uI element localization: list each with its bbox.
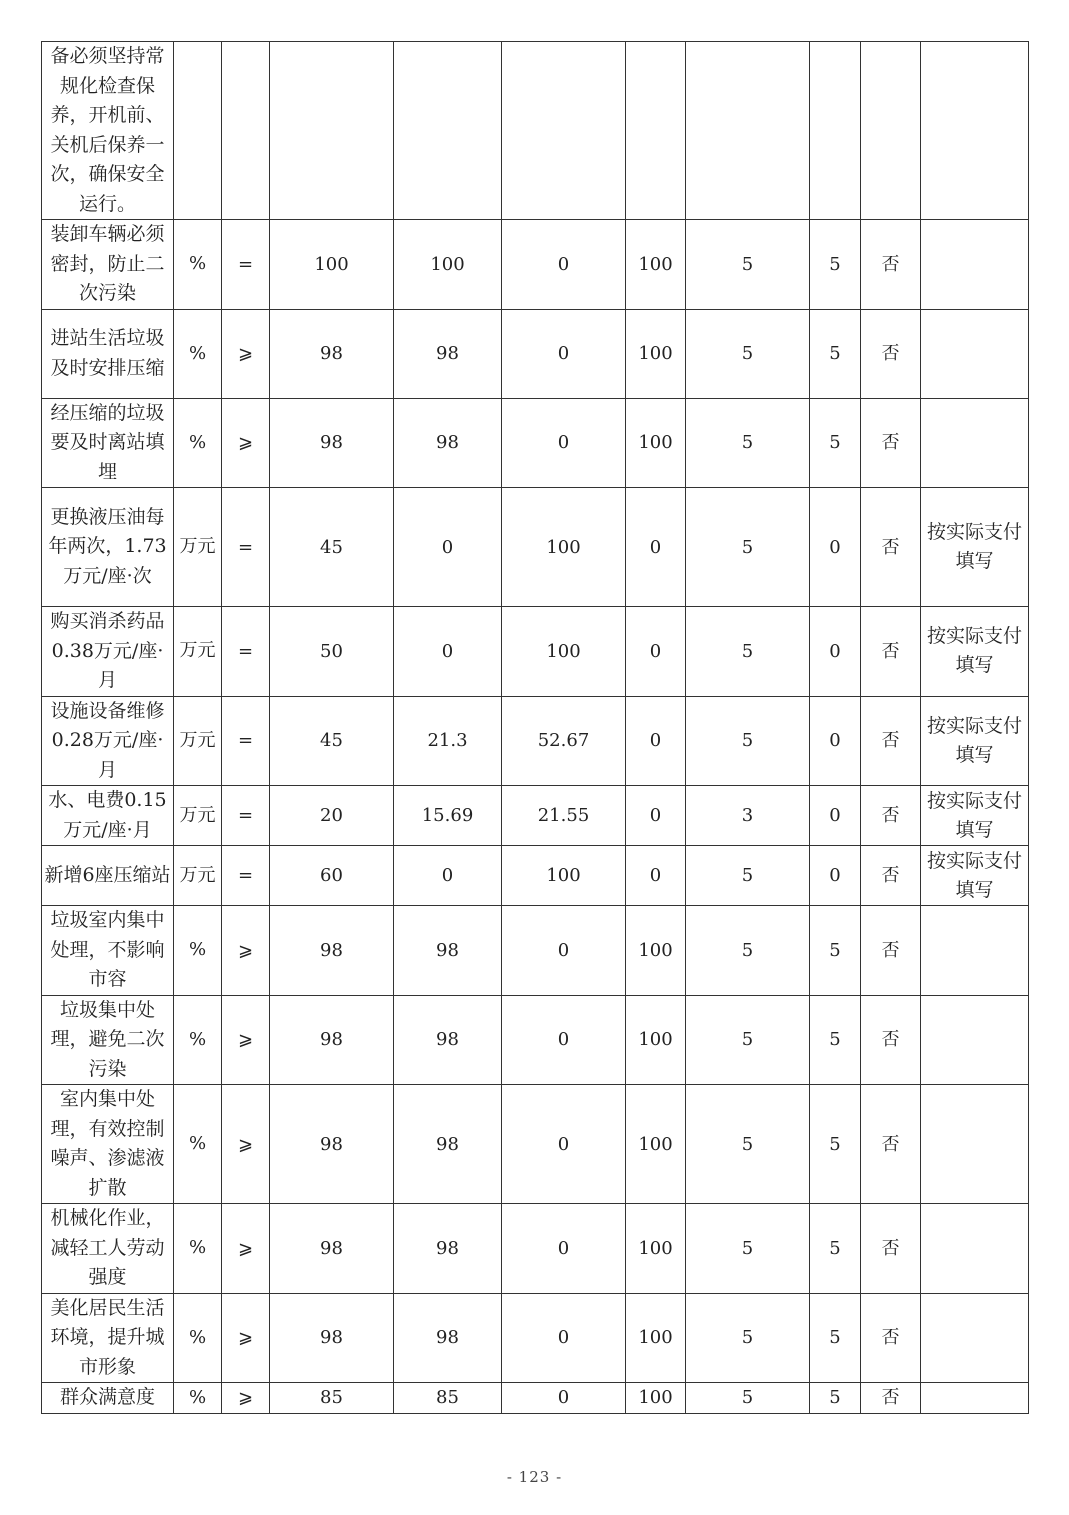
completion-rate-cell: 0 — [626, 607, 686, 697]
deviation-cell: 100 — [502, 488, 626, 607]
actual-value-cell: 98 — [394, 1085, 502, 1204]
table-row — [42, 398, 1029, 488]
table-row — [42, 488, 1029, 607]
operator-cell: = — [222, 220, 270, 310]
completion-rate-cell: 0 — [626, 488, 686, 607]
deviation-cell: 100 — [502, 846, 626, 906]
weight-cell: 5 — [686, 220, 810, 310]
operator-cell: ⩾ — [222, 309, 270, 398]
score-cell: 0 — [810, 786, 861, 846]
completion-rate-cell: 100 — [626, 1293, 686, 1383]
weight-cell: 5 — [686, 995, 810, 1085]
score-cell: 0 — [810, 488, 861, 607]
unit-cell: % — [174, 220, 222, 310]
operator-cell: = — [222, 786, 270, 846]
indicator-cell: 进站生活垃圾及时安排压缩 — [42, 309, 174, 398]
completion-rate-cell: 100 — [626, 309, 686, 398]
table-row — [42, 995, 1029, 1085]
completion-rate-cell: 100 — [626, 1204, 686, 1294]
weight-cell: 5 — [686, 846, 810, 906]
unit-cell: % — [174, 995, 222, 1085]
flag-cell: 否 — [861, 1383, 921, 1414]
note-cell — [921, 1383, 1029, 1414]
target-value-cell: 45 — [270, 488, 394, 607]
weight-cell: 5 — [686, 696, 810, 786]
unit-cell: 万元 — [174, 846, 222, 906]
score-cell: 5 — [810, 906, 861, 996]
unit-cell: % — [174, 906, 222, 996]
flag-cell: 否 — [861, 607, 921, 697]
target-value-cell — [270, 42, 394, 220]
weight-cell: 5 — [686, 1204, 810, 1294]
note-cell: 按实际支付填写 — [921, 786, 1029, 846]
table-row — [42, 42, 1029, 220]
table-row — [42, 220, 1029, 310]
actual-value-cell: 85 — [394, 1383, 502, 1414]
deviation-cell: 0 — [502, 1204, 626, 1294]
deviation-cell: 0 — [502, 309, 626, 398]
indicator-cell: 更换液压油每年两次，1.73万元/座·次 — [42, 488, 174, 607]
note-cell — [921, 42, 1029, 220]
deviation-cell: 0 — [502, 1293, 626, 1383]
indicator-cell: 设施设备维修0.28万元/座·月 — [42, 696, 174, 786]
indicator-cell: 美化居民生活环境，提升城市形象 — [42, 1293, 174, 1383]
unit-cell: % — [174, 309, 222, 398]
score-cell — [810, 42, 861, 220]
target-value-cell: 98 — [270, 1204, 394, 1294]
indicator-cell: 室内集中处理，有效控制噪声、渗滤液扩散 — [42, 1085, 174, 1204]
table-row — [42, 846, 1029, 906]
indicator-cell: 垃圾室内集中处理，不影响市容 — [42, 906, 174, 996]
weight-cell: 3 — [686, 786, 810, 846]
indicator-cell: 群众满意度 — [42, 1383, 174, 1414]
flag-cell — [861, 42, 921, 220]
deviation-cell: 21.55 — [502, 786, 626, 846]
flag-cell: 否 — [861, 1293, 921, 1383]
target-value-cell: 98 — [270, 995, 394, 1085]
flag-cell: 否 — [861, 398, 921, 488]
note-cell — [921, 309, 1029, 398]
actual-value-cell: 98 — [394, 398, 502, 488]
score-cell: 0 — [810, 846, 861, 906]
table-row — [42, 1293, 1029, 1383]
weight-cell: 5 — [686, 1085, 810, 1204]
score-cell: 5 — [810, 220, 861, 310]
deviation-cell: 100 — [502, 607, 626, 697]
deviation-cell — [502, 42, 626, 220]
table-row — [42, 906, 1029, 996]
score-cell: 5 — [810, 1293, 861, 1383]
note-cell — [921, 1204, 1029, 1294]
table-row — [42, 786, 1029, 846]
actual-value-cell: 98 — [394, 995, 502, 1085]
note-cell — [921, 398, 1029, 488]
note-cell: 按实际支付填写 — [921, 607, 1029, 697]
operator-cell: = — [222, 696, 270, 786]
completion-rate-cell: 100 — [626, 1085, 686, 1204]
deviation-cell: 0 — [502, 1085, 626, 1204]
score-cell: 5 — [810, 1204, 861, 1294]
target-value-cell: 98 — [270, 1085, 394, 1204]
table-row — [42, 607, 1029, 697]
indicator-cell: 新增6座压缩站 — [42, 846, 174, 906]
table-row — [42, 1204, 1029, 1294]
indicator-cell: 备必须坚持常规化检查保养，开机前、关机后保养一次，确保安全运行。 — [42, 42, 174, 220]
score-cell: 5 — [810, 309, 861, 398]
operator-cell: ⩾ — [222, 995, 270, 1085]
actual-value-cell: 15.69 — [394, 786, 502, 846]
note-cell: 按实际支付填写 — [921, 488, 1029, 607]
unit-cell: % — [174, 1085, 222, 1204]
note-cell: 按实际支付填写 — [921, 696, 1029, 786]
flag-cell: 否 — [861, 1204, 921, 1294]
unit-cell: % — [174, 1204, 222, 1294]
flag-cell: 否 — [861, 786, 921, 846]
operator-cell: = — [222, 488, 270, 607]
indicator-cell: 经压缩的垃圾要及时离站填埋 — [42, 398, 174, 488]
target-value-cell: 98 — [270, 309, 394, 398]
unit-cell: 万元 — [174, 488, 222, 607]
operator-cell: ⩾ — [222, 1085, 270, 1204]
deviation-cell: 0 — [502, 906, 626, 996]
score-cell: 0 — [810, 696, 861, 786]
completion-rate-cell: 100 — [626, 1383, 686, 1414]
operator-cell: ⩾ — [222, 1383, 270, 1414]
operator-cell: ⩾ — [222, 1204, 270, 1294]
actual-value-cell: 21.3 — [394, 696, 502, 786]
completion-rate-cell: 100 — [626, 398, 686, 488]
actual-value-cell: 0 — [394, 488, 502, 607]
weight-cell — [686, 42, 810, 220]
actual-value-cell: 0 — [394, 607, 502, 697]
weight-cell: 5 — [686, 309, 810, 398]
note-cell — [921, 220, 1029, 310]
completion-rate-cell: 0 — [626, 696, 686, 786]
completion-rate-cell: 100 — [626, 995, 686, 1085]
indicator-cell: 垃圾集中处理，避免二次污染 — [42, 995, 174, 1085]
target-value-cell: 85 — [270, 1383, 394, 1414]
completion-rate-cell: 100 — [626, 906, 686, 996]
deviation-cell: 0 — [502, 1383, 626, 1414]
actual-value-cell: 98 — [394, 1293, 502, 1383]
flag-cell: 否 — [861, 696, 921, 786]
note-cell — [921, 1293, 1029, 1383]
deviation-cell: 0 — [502, 398, 626, 488]
completion-rate-cell: 0 — [626, 846, 686, 906]
completion-rate-cell: 0 — [626, 786, 686, 846]
target-value-cell: 98 — [270, 1293, 394, 1383]
actual-value-cell: 98 — [394, 309, 502, 398]
performance-table — [41, 41, 1029, 1414]
score-cell: 5 — [810, 398, 861, 488]
weight-cell: 5 — [686, 1383, 810, 1414]
operator-cell: ⩾ — [222, 398, 270, 488]
flag-cell: 否 — [861, 995, 921, 1085]
table-row — [42, 1383, 1029, 1414]
note-cell — [921, 1085, 1029, 1204]
flag-cell: 否 — [861, 220, 921, 310]
unit-cell: 万元 — [174, 786, 222, 846]
target-value-cell: 100 — [270, 220, 394, 310]
operator-cell: ⩾ — [222, 906, 270, 996]
actual-value-cell: 0 — [394, 846, 502, 906]
actual-value-cell: 100 — [394, 220, 502, 310]
unit-cell — [174, 42, 222, 220]
operator-cell: = — [222, 846, 270, 906]
operator-cell — [222, 42, 270, 220]
deviation-cell: 0 — [502, 220, 626, 310]
table-row — [42, 696, 1029, 786]
operator-cell: ⩾ — [222, 1293, 270, 1383]
deviation-cell: 0 — [502, 995, 626, 1085]
indicator-cell: 购买消杀药品0.38万元/座·月 — [42, 607, 174, 697]
table-row — [42, 309, 1029, 398]
score-cell: 5 — [810, 1383, 861, 1414]
page-number: - 123 - — [506, 1468, 563, 1486]
indicator-cell: 装卸车辆必须密封，防止二次污染 — [42, 220, 174, 310]
weight-cell: 5 — [686, 906, 810, 996]
target-value-cell: 50 — [270, 607, 394, 697]
completion-rate-cell: 100 — [626, 220, 686, 310]
unit-cell: 万元 — [174, 696, 222, 786]
flag-cell: 否 — [861, 1085, 921, 1204]
note-cell: 按实际支付填写 — [921, 846, 1029, 906]
target-value-cell: 60 — [270, 846, 394, 906]
flag-cell: 否 — [861, 488, 921, 607]
weight-cell: 5 — [686, 488, 810, 607]
weight-cell: 5 — [686, 1293, 810, 1383]
score-cell: 5 — [810, 995, 861, 1085]
target-value-cell: 98 — [270, 906, 394, 996]
note-cell — [921, 995, 1029, 1085]
completion-rate-cell — [626, 42, 686, 220]
score-cell: 5 — [810, 1085, 861, 1204]
note-cell — [921, 906, 1029, 996]
weight-cell: 5 — [686, 398, 810, 488]
table-row — [42, 1085, 1029, 1204]
actual-value-cell: 98 — [394, 1204, 502, 1294]
weight-cell: 5 — [686, 607, 810, 697]
indicator-cell: 水、电费0.15万元/座·月 — [42, 786, 174, 846]
operator-cell: = — [222, 607, 270, 697]
unit-cell: % — [174, 1383, 222, 1414]
unit-cell: % — [174, 398, 222, 488]
unit-cell: 万元 — [174, 607, 222, 697]
flag-cell: 否 — [861, 846, 921, 906]
flag-cell: 否 — [861, 906, 921, 996]
flag-cell: 否 — [861, 309, 921, 398]
indicator-cell: 机械化作业，减轻工人劳动强度 — [42, 1204, 174, 1294]
target-value-cell: 20 — [270, 786, 394, 846]
target-value-cell: 98 — [270, 398, 394, 488]
deviation-cell: 52.67 — [502, 696, 626, 786]
actual-value-cell: 98 — [394, 906, 502, 996]
table-body — [42, 42, 1029, 1414]
target-value-cell: 45 — [270, 696, 394, 786]
actual-value-cell — [394, 42, 502, 220]
score-cell: 0 — [810, 607, 861, 697]
unit-cell: % — [174, 1293, 222, 1383]
